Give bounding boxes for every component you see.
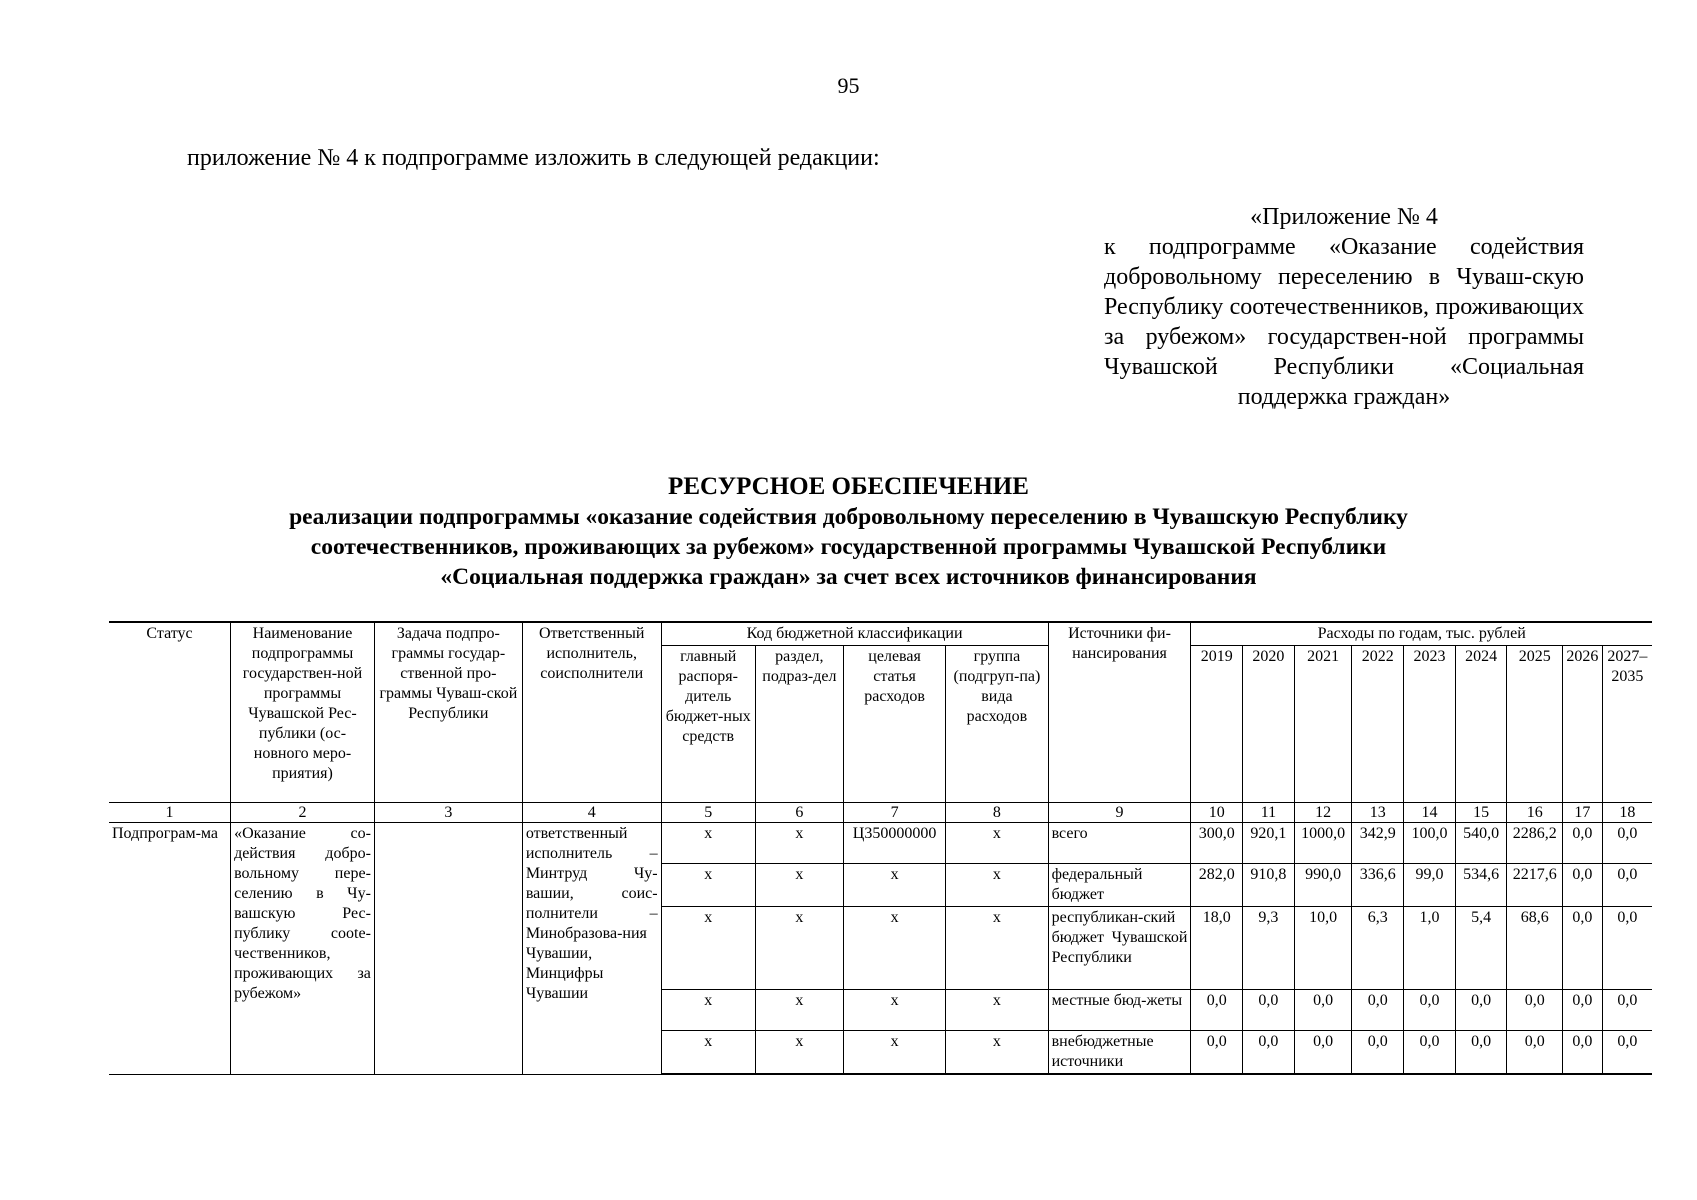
table-row bbox=[109, 823, 1652, 864]
value-cell: 100,0 bbox=[1404, 823, 1456, 864]
value-cell: 0,0 bbox=[1243, 1031, 1295, 1075]
value-cell: 0,0 bbox=[1563, 990, 1603, 1031]
value-cell: 342,9 bbox=[1352, 823, 1404, 864]
value-cell: 0,0 bbox=[1191, 1031, 1243, 1075]
header-budget-code: Код бюджетной классификации bbox=[661, 622, 1048, 646]
header-year: 2020 bbox=[1243, 646, 1295, 803]
value-cell: 99,0 bbox=[1404, 864, 1456, 907]
column-number-row bbox=[109, 803, 1652, 823]
task-cell bbox=[374, 823, 522, 1075]
header-row bbox=[109, 622, 1652, 646]
value-cell: 0,0 bbox=[1352, 990, 1404, 1031]
code-type-cell: х bbox=[946, 1031, 1048, 1075]
column-number: 3 bbox=[374, 803, 522, 823]
value-cell: 336,6 bbox=[1352, 864, 1404, 907]
header-executor: Ответственный исполнитель, соисполнители bbox=[522, 622, 661, 803]
code-article-cell: Ц350000000 bbox=[843, 823, 945, 864]
code-section-cell: х bbox=[755, 907, 843, 990]
value-cell: 0,0 bbox=[1404, 1031, 1456, 1075]
value-cell: 0,0 bbox=[1602, 990, 1652, 1031]
code-section-cell: х bbox=[755, 1031, 843, 1075]
title-line-2: соотечественников, проживающих за рубежом» государственной программы Чувашской Республики bbox=[310, 534, 1387, 560]
code-main-cell: х bbox=[661, 823, 755, 864]
executor-cell: ответственный исполнитель – Минтруд Чу-вашии, соис-полнители – Минобразова-ния Чувашии, Минцифры Чувашии bbox=[522, 823, 661, 1075]
value-cell: 2286,2 bbox=[1507, 823, 1563, 864]
code-section-cell: х bbox=[755, 823, 843, 864]
value-cell: 0,0 bbox=[1294, 990, 1352, 1031]
column-number: 17 bbox=[1563, 803, 1603, 823]
code-type-cell: х bbox=[946, 823, 1048, 864]
value-cell: 0,0 bbox=[1507, 1031, 1563, 1075]
value-cell: 0,0 bbox=[1507, 990, 1563, 1031]
column-number: 12 bbox=[1294, 803, 1352, 823]
source-cell: федеральный бюджет bbox=[1048, 864, 1191, 907]
source-cell: местные бюд-жеты bbox=[1048, 990, 1191, 1031]
value-cell: 0,0 bbox=[1563, 864, 1603, 907]
title-line-1: реализации подпрограммы «оказание содействия добровольному переселению в Чувашскую Республику bbox=[289, 504, 1408, 530]
intro-text: приложение № 4 к подпрограмме изложить в следующей редакции: bbox=[187, 145, 880, 171]
header-code-main: главный распоря-дитель бюджет-ных средств bbox=[661, 646, 755, 803]
value-cell: 910,8 bbox=[1243, 864, 1295, 907]
column-number: 1 bbox=[109, 803, 231, 823]
column-number: 16 bbox=[1507, 803, 1563, 823]
code-article-cell: х bbox=[843, 907, 945, 990]
value-cell: 9,3 bbox=[1243, 907, 1295, 990]
value-cell: 0,0 bbox=[1455, 1031, 1507, 1075]
column-number: 7 bbox=[843, 803, 945, 823]
value-cell: 282,0 bbox=[1191, 864, 1243, 907]
value-cell: 0,0 bbox=[1243, 990, 1295, 1031]
header-year: 2026 bbox=[1563, 646, 1603, 803]
code-main-cell: х bbox=[661, 1031, 755, 1075]
header-code-section: раздел, подраз-дел bbox=[755, 646, 843, 803]
value-cell: 540,0 bbox=[1455, 823, 1507, 864]
title-main: РЕСУРСНОЕ ОБЕСПЕЧЕНИЕ bbox=[668, 473, 1029, 500]
column-number: 5 bbox=[661, 803, 755, 823]
value-cell: 18,0 bbox=[1191, 907, 1243, 990]
value-cell: 0,0 bbox=[1602, 907, 1652, 990]
value-cell: 0,0 bbox=[1563, 907, 1603, 990]
column-number: 2 bbox=[231, 803, 375, 823]
value-cell: 0,0 bbox=[1602, 864, 1652, 907]
column-number: 18 bbox=[1602, 803, 1652, 823]
header-sources: Источники фи-нансирования bbox=[1048, 622, 1191, 803]
value-cell: 2217,6 bbox=[1507, 864, 1563, 907]
value-cell: 10,0 bbox=[1294, 907, 1352, 990]
document-title bbox=[0, 472, 1697, 592]
source-cell: всего bbox=[1048, 823, 1191, 864]
value-cell: 6,3 bbox=[1352, 907, 1404, 990]
header-status: Статус bbox=[109, 622, 231, 803]
value-cell: 300,0 bbox=[1191, 823, 1243, 864]
column-number: 9 bbox=[1048, 803, 1191, 823]
header-code-article: целевая статья расходов bbox=[843, 646, 945, 803]
value-cell: 68,6 bbox=[1507, 907, 1563, 990]
header-year: 2023 bbox=[1404, 646, 1456, 803]
code-type-cell: х bbox=[946, 907, 1048, 990]
value-cell: 0,0 bbox=[1191, 990, 1243, 1031]
header-name: Наименование подпрограммы государствен-ной программы Чувашской Рес-публики (ос-новного меро-приятия) bbox=[231, 622, 375, 803]
status-cell: Подпрограм-ма bbox=[109, 823, 231, 1075]
column-number: 4 bbox=[522, 803, 661, 823]
value-cell: 0,0 bbox=[1294, 1031, 1352, 1075]
page-number: 95 bbox=[837, 73, 860, 98]
title-line-3: «Социальная поддержка граждан» за счет всех источников финансирования bbox=[440, 564, 1257, 590]
value-cell: 0,0 bbox=[1404, 990, 1456, 1031]
value-cell: 0,0 bbox=[1455, 990, 1507, 1031]
header-year: 2024 bbox=[1455, 646, 1507, 803]
appendix-body: к подпрограмме «Оказание содействия добровольному переселению в Чуваш-скую Республику соотечественников, проживающих за рубежом» государствен-ной программы Чувашской Республики «Социальная поддержка граждан» bbox=[1104, 234, 1584, 410]
code-article-cell: х bbox=[843, 1031, 945, 1075]
code-type-cell: х bbox=[946, 864, 1048, 907]
code-article-cell: х bbox=[843, 864, 945, 907]
subprogram-name-cell: «Оказание со-действия добро-вольному пере-селению в Чу-вашскую Рес-публику соote-чественников, проживающих за рубежом» bbox=[231, 823, 375, 1075]
code-main-cell: х bbox=[661, 864, 755, 907]
value-cell: 0,0 bbox=[1352, 1031, 1404, 1075]
code-main-cell: х bbox=[661, 990, 755, 1031]
header-year: 2027–2035 bbox=[1602, 646, 1652, 803]
column-number: 14 bbox=[1404, 803, 1456, 823]
column-number: 6 bbox=[755, 803, 843, 823]
header-year: 2022 bbox=[1352, 646, 1404, 803]
column-number: 10 bbox=[1191, 803, 1243, 823]
column-number: 15 bbox=[1455, 803, 1507, 823]
source-cell: внебюджетные источники bbox=[1048, 1031, 1191, 1075]
value-cell: 1,0 bbox=[1404, 907, 1456, 990]
value-cell: 920,1 bbox=[1243, 823, 1295, 864]
appendix-heading: «Приложение № 4 bbox=[1250, 204, 1438, 230]
value-cell: 5,4 bbox=[1455, 907, 1507, 990]
value-cell: 0,0 bbox=[1602, 823, 1652, 864]
value-cell: 534,6 bbox=[1455, 864, 1507, 907]
value-cell: 0,0 bbox=[1563, 1031, 1603, 1075]
header-code-type: группа (подгруп-па) вида расходов bbox=[946, 646, 1048, 803]
code-article-cell: х bbox=[843, 990, 945, 1031]
appendix-block bbox=[1104, 202, 1584, 412]
code-main-cell: х bbox=[661, 907, 755, 990]
value-cell: 0,0 bbox=[1602, 1031, 1652, 1075]
value-cell: 0,0 bbox=[1563, 823, 1603, 864]
header-year: 2019 bbox=[1191, 646, 1243, 803]
column-number: 13 bbox=[1352, 803, 1404, 823]
header-year: 2025 bbox=[1507, 646, 1563, 803]
code-section-cell: х bbox=[755, 864, 843, 907]
column-number: 8 bbox=[946, 803, 1048, 823]
value-cell: 990,0 bbox=[1294, 864, 1352, 907]
code-type-cell: х bbox=[946, 990, 1048, 1031]
code-section-cell: х bbox=[755, 990, 843, 1031]
header-year: 2021 bbox=[1294, 646, 1352, 803]
header-expenses: Расходы по годам, тыс. рублей bbox=[1191, 622, 1652, 646]
source-cell: республикан-ский бюджет Чувашской Республики bbox=[1048, 907, 1191, 990]
header-task: Задача подпро-граммы государ-ственной про-граммы Чуваш-ской Республики bbox=[374, 622, 522, 803]
column-number: 11 bbox=[1243, 803, 1295, 823]
resource-table bbox=[109, 621, 1652, 1075]
value-cell: 1000,0 bbox=[1294, 823, 1352, 864]
